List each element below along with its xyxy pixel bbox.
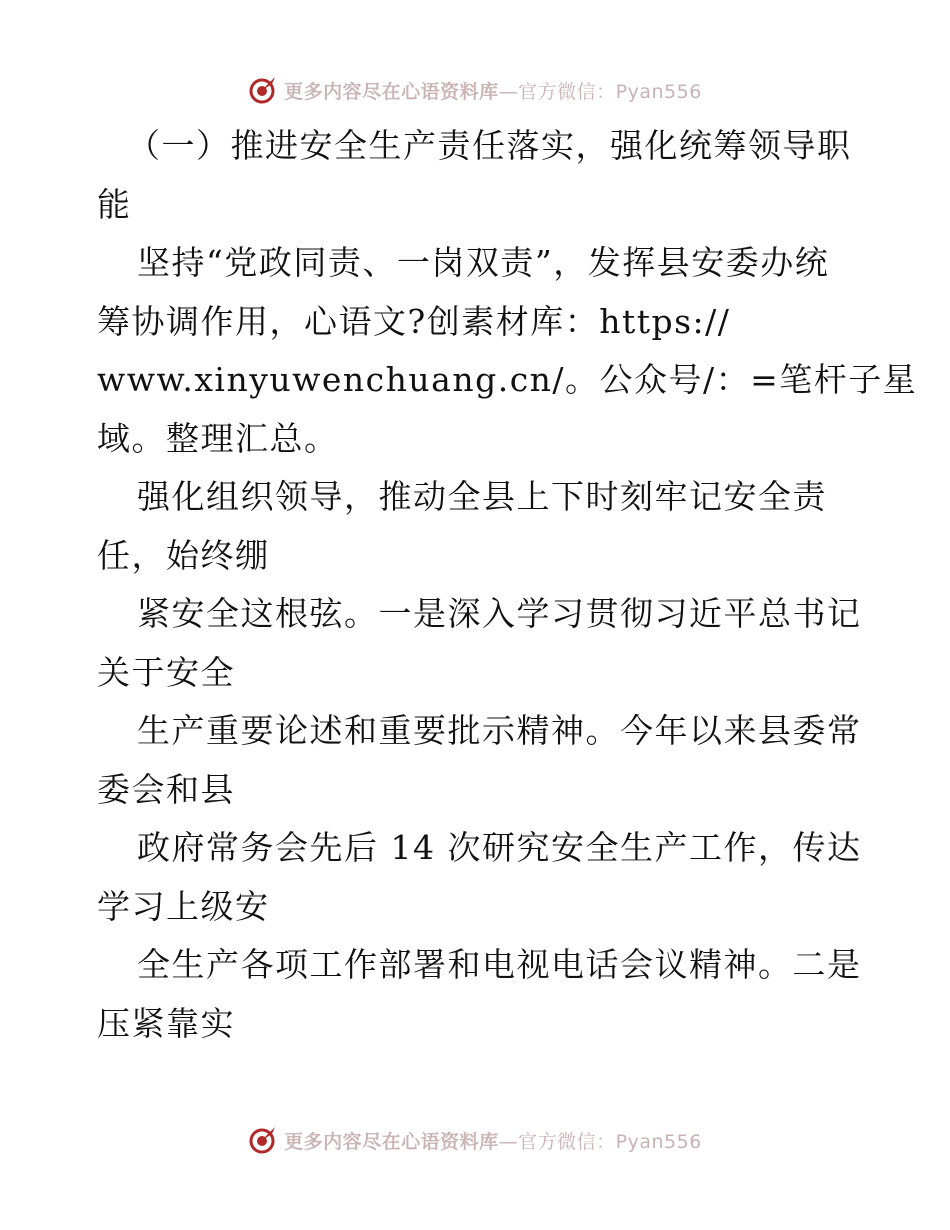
paragraph-line: 学习上级安 [97,886,270,926]
paragraph-line: 委会和县 [97,769,235,809]
paragraph-line: www.xinyuwenchuang.cn/。公众号/：=笔杆子星 [97,360,918,399]
paragraph-line: 筹协调作用，心语文?创素材库：https:// [97,301,731,341]
paragraph-line: 任，始终绷 [97,535,270,575]
header-banner [0,70,950,110]
document-body [97,117,918,1053]
header-banner-text: 更多内容尽在心语资料库—官方微信：Pyan556 [284,80,702,103]
paragraph-line: 压紧靠实 [97,1003,235,1043]
section-heading-line-2: 能 [97,184,132,224]
paragraph-line: 关于安全 [97,652,235,692]
section-heading-line-1: （一）推进安全生产责任落实，强化统筹领导职 [127,126,852,165]
paragraph-line: 生产重要论述和重要批示精神。今年以来县委常 [137,711,862,750]
paragraph-line: 政府常务会先后 14 次研究安全生产工作，传达 [137,828,862,867]
footer-banner-text: 更多内容尽在心语资料库—官方微信：Pyan556 [284,1130,702,1153]
paragraph-line: 域。整理汇总。 [97,418,339,458]
footer-banner [0,1120,950,1160]
paragraph-line: 紧安全这根弦。一是深入学习贯彻习近平总书记 [137,594,862,633]
quill-logo-icon [248,75,278,105]
paragraph-line: 强化组织领导，推动全县上下时刻牢记安全责 [137,477,827,516]
quill-logo-icon [248,1125,278,1155]
paragraph-line: 坚持“党政同责、一岗双责”，发挥县安委办统 [137,243,830,282]
paragraph-line: 全生产各项工作部署和电视电话会议精神。二是 [137,945,862,984]
